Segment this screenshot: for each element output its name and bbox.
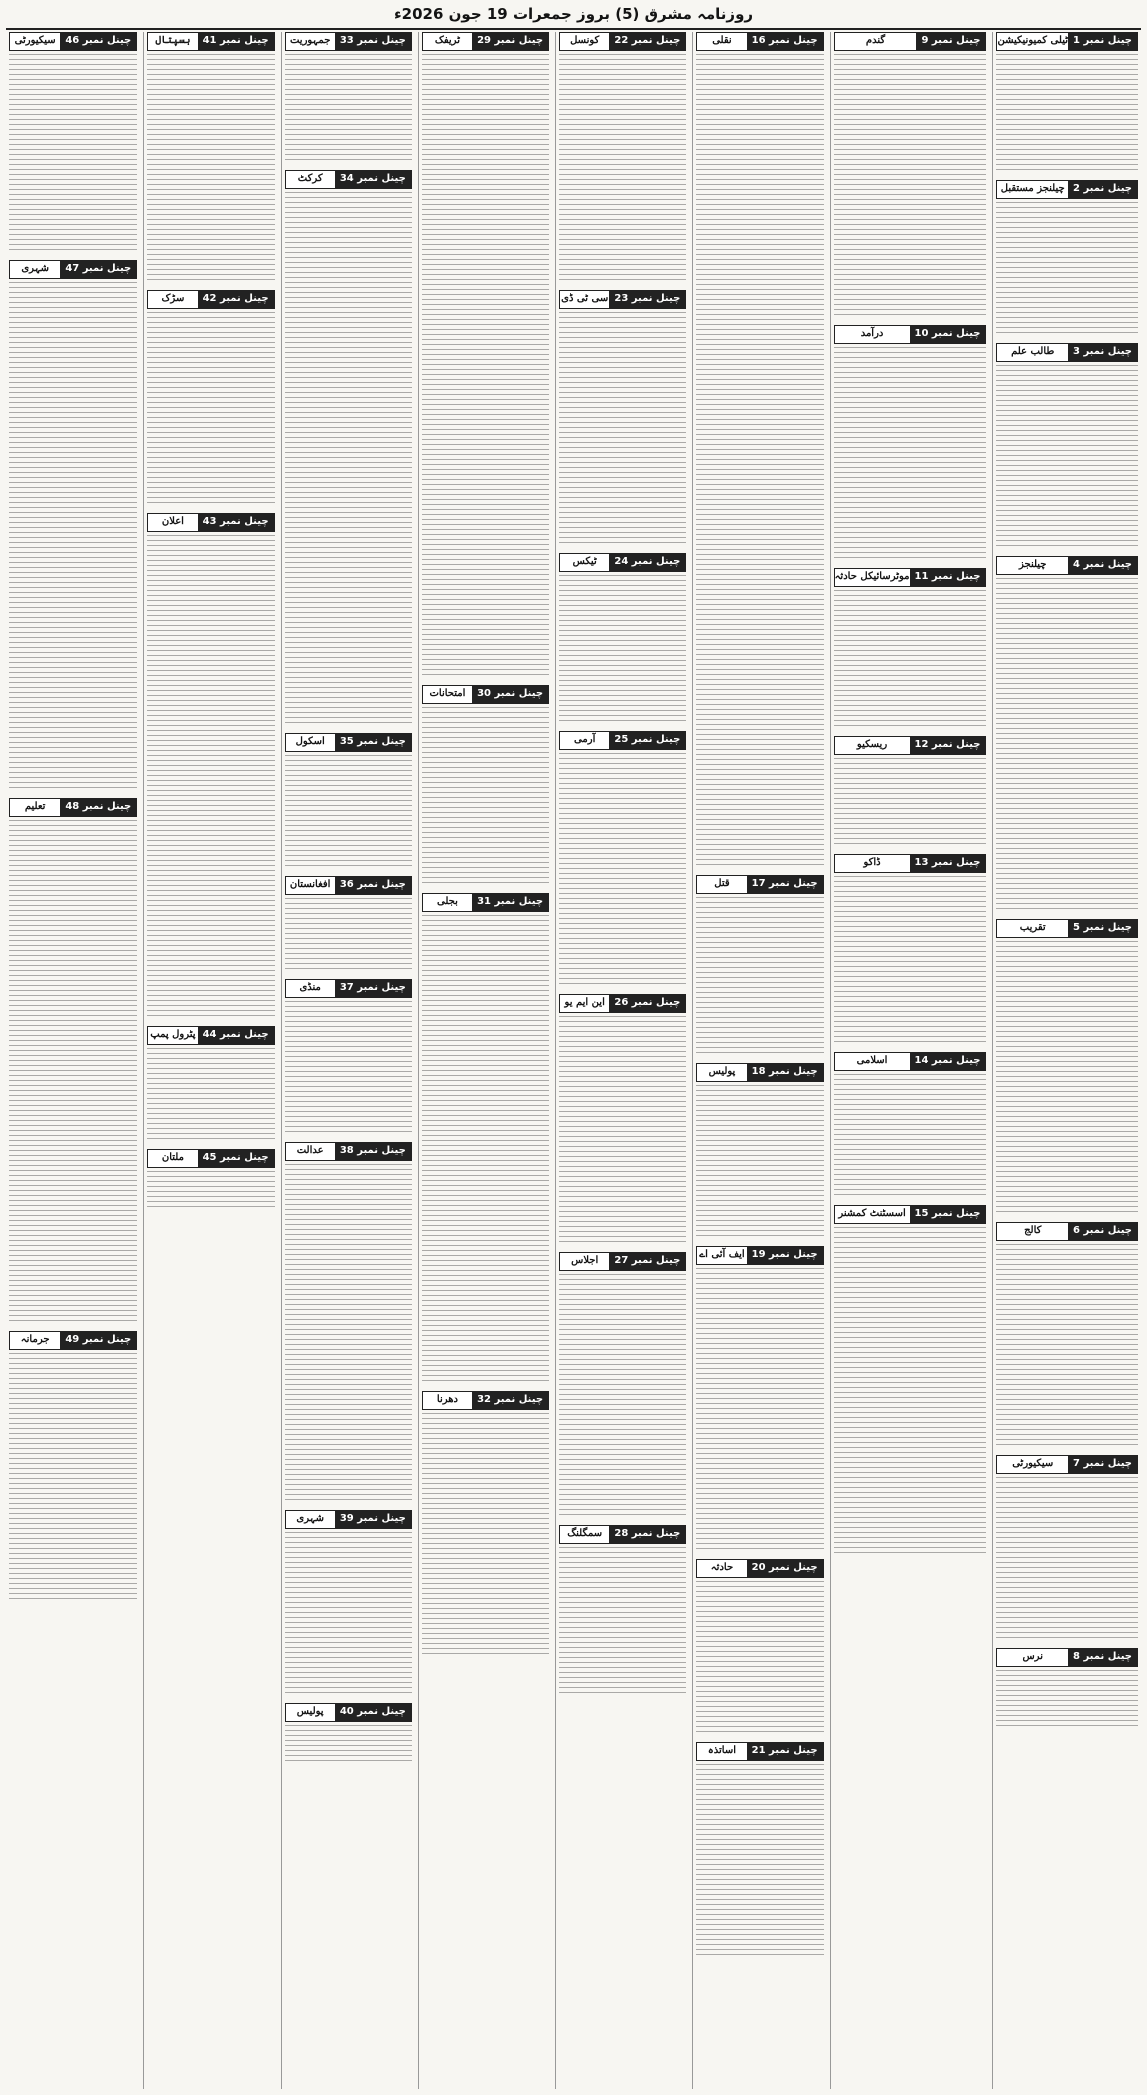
article-body-text — [996, 54, 1138, 174]
article-title: ڈاکو — [835, 855, 910, 872]
news-article — [834, 325, 987, 562]
article-body-text — [559, 575, 686, 725]
news-article — [422, 32, 549, 679]
article-title: چیلنجز مستقبل — [997, 181, 1068, 198]
channel-number-label: چینل نمبر 21 — [747, 1743, 823, 1760]
article-header — [559, 1252, 686, 1271]
article-body-text — [147, 535, 274, 1020]
article-title: دھرنا — [423, 1392, 472, 1409]
channel-number-label: چینل نمبر 41 — [198, 33, 274, 50]
channel-number-label: چینل نمبر 24 — [609, 554, 685, 571]
news-article — [559, 731, 686, 988]
article-header — [147, 290, 274, 309]
article-header — [834, 1052, 987, 1071]
article-header — [285, 876, 412, 895]
article-header — [696, 1559, 823, 1578]
news-article — [696, 1742, 823, 1959]
channel-number-label: چینل نمبر 33 — [335, 33, 411, 50]
article-title: افغانستان — [286, 877, 335, 894]
article-header — [285, 32, 412, 51]
news-article — [834, 1052, 987, 1199]
article-body-text — [834, 54, 987, 319]
article-body-text — [834, 1074, 987, 1199]
channel-number-label: چینل نمبر 2 — [1068, 181, 1137, 198]
channel-number-label: چینل نمبر 47 — [60, 261, 136, 278]
news-article — [285, 1703, 412, 1765]
article-body-text — [696, 1764, 823, 1959]
news-article — [996, 556, 1138, 913]
article-body-text — [559, 1274, 686, 1519]
article-title: شہری — [10, 261, 60, 278]
news-article — [285, 979, 412, 1136]
article-header — [696, 1742, 823, 1761]
news-article — [834, 32, 987, 319]
article-header — [285, 1703, 412, 1722]
article-title: ہسپتال — [148, 33, 197, 50]
news-article — [559, 994, 686, 1246]
article-title: اساتذہ — [697, 1743, 746, 1760]
channel-number-label: چینل نمبر 45 — [198, 1150, 274, 1167]
news-article — [996, 1455, 1138, 1642]
channel-number-label: چینل نمبر 13 — [910, 855, 986, 872]
article-title: امتحانات — [423, 686, 472, 703]
article-body-text — [696, 1581, 823, 1736]
article-title: سی ٹی ڈی — [560, 291, 609, 308]
channel-number-label: چینل نمبر 14 — [910, 1053, 986, 1070]
article-body-text — [285, 54, 412, 164]
channel-number-label: چینل نمبر 16 — [747, 33, 823, 50]
news-article — [996, 1648, 1138, 1730]
article-title: پولیس — [697, 1064, 746, 1081]
news-article — [285, 1510, 412, 1697]
article-header — [147, 1026, 274, 1045]
news-article — [996, 1222, 1138, 1449]
article-body-text — [996, 1477, 1138, 1642]
channel-number-label: چینل نمبر 40 — [335, 1704, 411, 1721]
channel-number-label: چینل نمبر 36 — [335, 877, 411, 894]
article-title: ملتان — [148, 1150, 197, 1167]
article-title: اسلامی — [835, 1053, 910, 1070]
channel-number-label: چینل نمبر 5 — [1068, 920, 1137, 937]
article-body-text — [285, 1532, 412, 1697]
channel-number-label: چینل نمبر 20 — [747, 1560, 823, 1577]
channel-number-label: چینل نمبر 32 — [472, 1392, 548, 1409]
article-body-text — [996, 1670, 1138, 1730]
news-article — [696, 32, 823, 869]
article-body-text — [285, 755, 412, 870]
article-header — [9, 260, 137, 279]
article-title: ایف آئی اے — [697, 1247, 746, 1264]
channel-number-label: چینل نمبر 42 — [198, 291, 274, 308]
article-body-text — [996, 941, 1138, 1216]
article-title: اسسٹنٹ کمشنر — [835, 1206, 910, 1223]
article-body-text — [834, 876, 987, 1046]
article-header — [559, 731, 686, 750]
article-title: حادثہ — [697, 1560, 746, 1577]
channel-number-label: چینل نمبر 29 — [472, 33, 548, 50]
news-article — [696, 1246, 823, 1553]
news-article — [147, 513, 274, 1020]
article-body-text — [147, 312, 274, 507]
article-header — [834, 1205, 987, 1224]
article-header — [9, 798, 137, 817]
channel-number-label: چینل نمبر 30 — [472, 686, 548, 703]
news-article — [9, 32, 137, 254]
news-article — [285, 876, 412, 973]
article-body-text — [559, 54, 686, 284]
channel-number-label: چینل نمبر 3 — [1068, 344, 1137, 361]
article-body-text — [559, 1547, 686, 1697]
article-body-text — [422, 54, 549, 679]
article-header — [996, 1455, 1138, 1474]
article-body-text — [559, 753, 686, 988]
channel-number-label: چینل نمبر 15 — [910, 1206, 986, 1223]
article-header — [147, 1149, 274, 1168]
masthead: روزنامہ مشرق (5) بروز جمعرات 19 جون 2026ء — [6, 0, 1141, 30]
channel-number-label: چینل نمبر 39 — [335, 1511, 411, 1528]
news-article — [147, 1026, 274, 1143]
article-title: سیکیورٹی — [997, 1456, 1068, 1473]
news-article — [834, 568, 987, 730]
article-title: منڈی — [286, 980, 335, 997]
article-title: سیکیورٹی — [10, 33, 60, 50]
article-header — [996, 180, 1138, 199]
news-article — [422, 893, 549, 1385]
article-header — [285, 979, 412, 998]
article-header — [285, 1510, 412, 1529]
article-header — [996, 1222, 1138, 1241]
article-header — [9, 1331, 137, 1350]
article-header — [285, 733, 412, 752]
article-body-text — [285, 192, 412, 727]
news-article — [996, 32, 1138, 174]
news-article — [996, 343, 1138, 550]
article-body-text — [996, 1244, 1138, 1449]
article-body-text — [147, 1048, 274, 1143]
news-article — [147, 32, 274, 284]
article-title: بجلی — [423, 894, 472, 911]
article-header — [696, 32, 823, 51]
news-article — [9, 260, 137, 792]
article-header — [834, 32, 987, 51]
news-article — [422, 685, 549, 887]
news-column — [6, 32, 140, 2089]
channel-number-label: چینل نمبر 34 — [335, 171, 411, 188]
channel-number-label: چینل نمبر 18 — [747, 1064, 823, 1081]
article-title: کرکٹ — [286, 171, 335, 188]
news-article — [996, 919, 1138, 1216]
channel-number-label: چینل نمبر 37 — [335, 980, 411, 997]
news-article — [422, 1391, 549, 1658]
article-title: درآمد — [835, 326, 910, 343]
article-header — [422, 685, 549, 704]
channel-number-label: چینل نمبر 38 — [335, 1143, 411, 1160]
news-column — [143, 32, 277, 2089]
news-column — [692, 32, 826, 2089]
article-header — [422, 32, 549, 51]
article-body-text — [285, 1164, 412, 1504]
article-title: ٹیکس — [560, 554, 609, 571]
article-body-text — [696, 1085, 823, 1240]
news-article — [559, 1525, 686, 1697]
news-article — [696, 1559, 823, 1736]
article-title: کونسل — [560, 33, 609, 50]
article-header — [559, 290, 686, 309]
article-body-text — [696, 1268, 823, 1553]
news-article — [285, 170, 412, 727]
article-header — [834, 325, 987, 344]
channel-number-label: چینل نمبر 49 — [60, 1332, 136, 1349]
article-title: پولیس — [286, 1704, 335, 1721]
news-article — [834, 736, 987, 848]
channel-number-label: چینل نمبر 8 — [1068, 1649, 1137, 1666]
news-article — [285, 1142, 412, 1504]
article-header — [559, 994, 686, 1013]
news-article — [147, 1149, 274, 1211]
article-body-text — [834, 347, 987, 562]
article-header — [696, 1063, 823, 1082]
article-body-text — [696, 54, 823, 869]
news-column — [555, 32, 689, 2089]
article-body-text — [9, 282, 137, 792]
article-header — [422, 1391, 549, 1410]
article-header — [996, 32, 1138, 51]
news-article — [696, 1063, 823, 1240]
article-body-text — [9, 54, 137, 254]
article-title: کالج — [997, 1223, 1068, 1240]
article-body-text — [834, 590, 987, 730]
article-header — [696, 1246, 823, 1265]
article-body-text — [147, 54, 274, 284]
article-body-text — [996, 202, 1138, 337]
article-title: گندم — [835, 33, 917, 50]
article-body-text — [834, 758, 987, 848]
channel-number-label: چینل نمبر 48 — [60, 799, 136, 816]
article-title: موٹرسائیکل حادثہ — [835, 569, 910, 586]
article-body-text — [696, 897, 823, 1057]
article-header — [559, 553, 686, 572]
article-body-text — [422, 707, 549, 887]
news-article — [559, 1252, 686, 1519]
article-title: تقریب — [997, 920, 1068, 937]
channel-number-label: چینل نمبر 25 — [609, 732, 685, 749]
article-body-text — [996, 365, 1138, 550]
article-header — [996, 343, 1138, 362]
channel-number-label: چینل نمبر 46 — [60, 33, 136, 50]
news-article — [147, 290, 274, 507]
channel-number-label: چینل نمبر 4 — [1068, 557, 1137, 574]
article-header — [996, 1648, 1138, 1667]
channel-number-label: چینل نمبر 17 — [747, 876, 823, 893]
article-body-text — [9, 820, 137, 1325]
article-title: آرمی — [560, 732, 609, 749]
article-title: نقلی — [697, 33, 746, 50]
article-header — [996, 556, 1138, 575]
channel-number-label: چینل نمبر 43 — [198, 514, 274, 531]
article-title: شہری — [286, 1511, 335, 1528]
article-title: پٹرول پمپ — [148, 1027, 197, 1044]
channel-number-label: چینل نمبر 27 — [609, 1253, 685, 1270]
news-article — [9, 798, 137, 1325]
article-header — [285, 170, 412, 189]
channel-number-label: چینل نمبر 19 — [747, 1247, 823, 1264]
news-article — [834, 854, 987, 1046]
channel-number-label: چینل نمبر 28 — [609, 1526, 685, 1543]
article-title: سمگلنگ — [560, 1526, 609, 1543]
channel-number-label: چینل نمبر 23 — [609, 291, 685, 308]
article-title: ریسکیو — [835, 737, 910, 754]
news-article — [285, 32, 412, 164]
article-title: اعلان — [148, 514, 197, 531]
article-body-text — [9, 1353, 137, 1603]
news-column — [830, 32, 990, 2089]
article-body-text — [559, 312, 686, 547]
article-header — [834, 568, 987, 587]
article-title: سڑک — [148, 291, 197, 308]
news-article — [996, 180, 1138, 337]
article-body-text — [422, 1413, 549, 1658]
article-title: عدالت — [286, 1143, 335, 1160]
article-title: نرس — [997, 1649, 1068, 1666]
article-title: قتل — [697, 876, 746, 893]
article-body-text — [285, 898, 412, 973]
news-column — [992, 32, 1141, 2089]
article-body-text — [834, 1227, 987, 1557]
channel-number-label: چینل نمبر 11 — [910, 569, 986, 586]
channel-number-label: چینل نمبر 1 — [1068, 33, 1137, 50]
news-article — [559, 553, 686, 725]
news-article — [559, 290, 686, 547]
news-article — [285, 733, 412, 870]
article-header — [996, 919, 1138, 938]
columns-grid — [6, 32, 1141, 2089]
channel-number-label: چینل نمبر 7 — [1068, 1456, 1137, 1473]
news-article — [9, 1331, 137, 1603]
news-article — [834, 1205, 987, 1557]
channel-number-label: چینل نمبر 12 — [910, 737, 986, 754]
channel-number-label: چینل نمبر 6 — [1068, 1223, 1137, 1240]
article-body-text — [285, 1725, 412, 1765]
article-header — [422, 893, 549, 912]
news-article — [696, 875, 823, 1057]
article-header — [147, 32, 274, 51]
article-title: ٹریفک — [423, 33, 472, 50]
article-header — [834, 854, 987, 873]
channel-number-label: چینل نمبر 10 — [910, 326, 986, 343]
article-title: چیلنجز — [997, 557, 1068, 574]
article-body-text — [559, 1016, 686, 1246]
channel-number-label: چینل نمبر 35 — [335, 734, 411, 751]
channel-number-label: چینل نمبر 31 — [472, 894, 548, 911]
article-header — [559, 32, 686, 51]
article-title: طالب علم — [997, 344, 1068, 361]
article-header — [696, 875, 823, 894]
article-header — [285, 1142, 412, 1161]
article-title: این ایم یو — [560, 995, 609, 1012]
article-body-text — [422, 915, 549, 1385]
news-article — [559, 32, 686, 284]
news-column — [418, 32, 552, 2089]
channel-number-label: چینل نمبر 22 — [609, 33, 685, 50]
article-header — [834, 736, 987, 755]
article-title: اجلاس — [560, 1253, 609, 1270]
article-title: اسکول — [286, 734, 335, 751]
article-title: جمہوریت — [286, 33, 335, 50]
article-header — [9, 32, 137, 51]
article-body-text — [285, 1001, 412, 1136]
article-title: جرمانہ — [10, 1332, 60, 1349]
channel-number-label: چینل نمبر 26 — [609, 995, 685, 1012]
article-title: ٹیلی کمیونیکیشن — [997, 33, 1068, 50]
article-header — [147, 513, 274, 532]
article-title: تعلیم — [10, 799, 60, 816]
article-header — [559, 1525, 686, 1544]
channel-number-label: چینل نمبر 44 — [198, 1027, 274, 1044]
article-body-text — [147, 1171, 274, 1211]
news-column — [281, 32, 415, 2089]
article-body-text — [996, 578, 1138, 913]
channel-number-label: چینل نمبر 9 — [916, 33, 985, 50]
